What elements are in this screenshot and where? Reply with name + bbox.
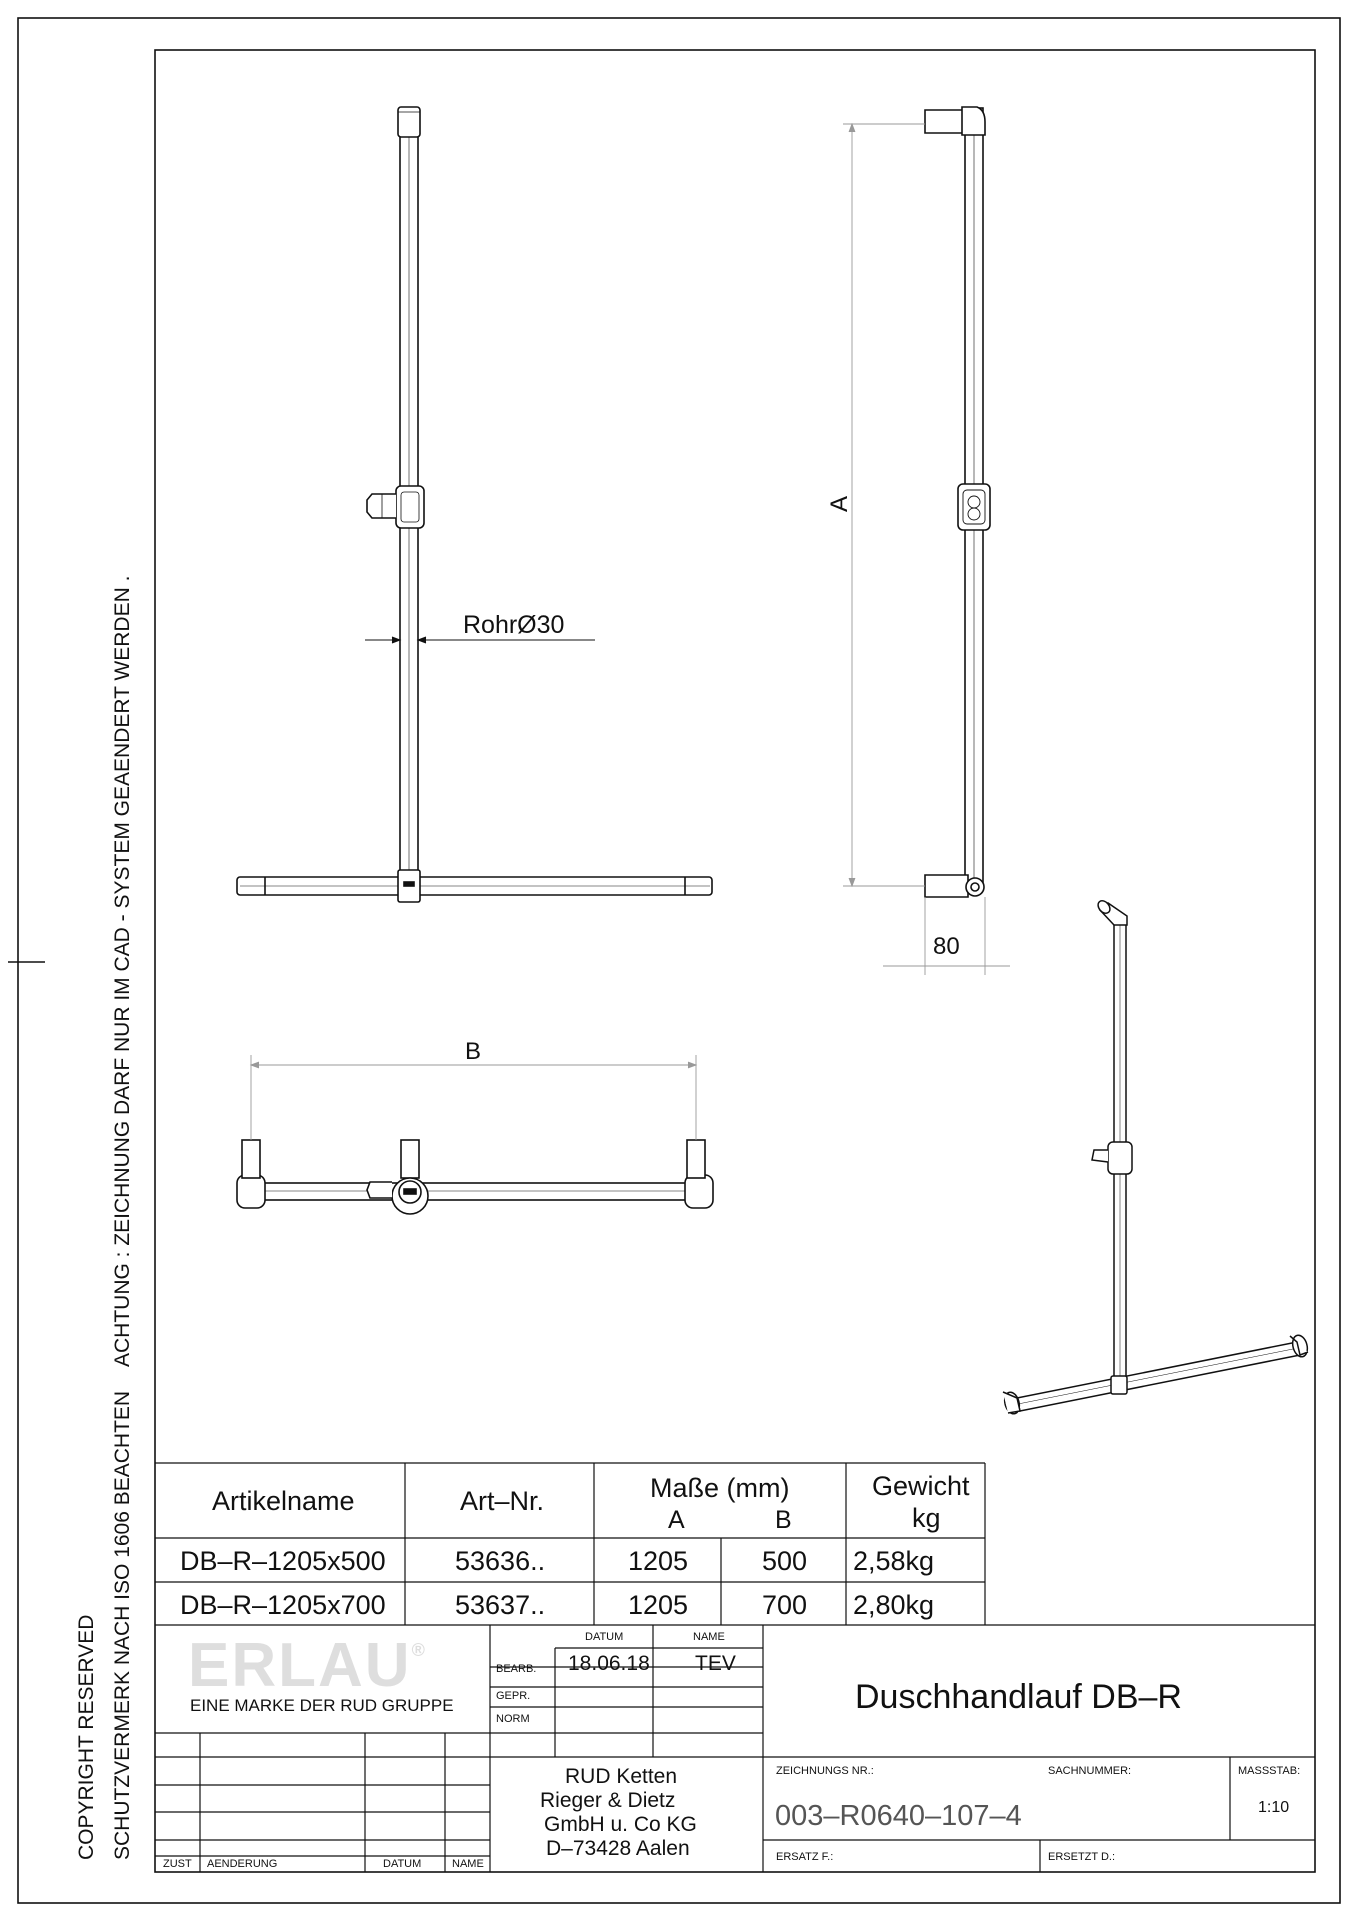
row-norm-label: NORM xyxy=(496,1713,530,1725)
rev-zust-label: ZUST xyxy=(163,1858,192,1870)
col-datum-label: DATUM xyxy=(585,1631,624,1643)
outer-border xyxy=(18,18,1340,1903)
sachnummer-label: SACHNUMMER: xyxy=(1048,1765,1132,1777)
header-art-nr: Art–Nr. xyxy=(460,1486,545,1516)
dimension-80-label: 80 xyxy=(933,933,960,960)
pipe-diameter-label: RohrØ30 xyxy=(463,611,565,639)
row-name: DB–R–1205x700 xyxy=(180,1590,386,1620)
company-line-1: RUD Ketten xyxy=(565,1765,678,1788)
row-b: 700 xyxy=(762,1590,808,1620)
massstab-label: MASSSTAB: xyxy=(1238,1765,1301,1777)
row-a: 1205 xyxy=(628,1590,689,1620)
erlau-logo: ERLAU® xyxy=(188,1631,427,1700)
dimension-a-label: A xyxy=(826,495,853,512)
company-line-3: GmbH u. Co KG xyxy=(544,1813,697,1836)
brand-line: EINE MARKE DER RUD GRUPPE xyxy=(190,1696,454,1715)
rev-aenderung-label: AENDERUNG xyxy=(207,1858,278,1870)
bearb-name: TEV xyxy=(695,1652,736,1675)
rev-datum-label: DATUM xyxy=(383,1858,422,1870)
col-name-label: NAME xyxy=(693,1631,725,1643)
ersatz-f-label: ERSATZ F.: xyxy=(776,1851,834,1863)
row-art-nr: 53637.. xyxy=(455,1590,546,1620)
side-view xyxy=(925,107,990,897)
bearb-date: 18.06.18 xyxy=(568,1652,650,1675)
front-view xyxy=(237,107,712,902)
row-bearb-label: BEARB. xyxy=(496,1663,537,1675)
row-name: DB–R–1205x500 xyxy=(180,1546,386,1576)
header-masse-b: B xyxy=(775,1506,792,1534)
header-masse: Maße (mm) xyxy=(650,1473,790,1503)
isometric-view xyxy=(1002,898,1309,1415)
iso-notice: SCHUTZVERMERK NACH ISO 1606 BEACHTEN xyxy=(111,1390,134,1860)
top-view xyxy=(237,1140,713,1214)
row-a: 1205 xyxy=(628,1546,689,1576)
ersetzt-d-label: ERSETZT D.: xyxy=(1048,1851,1116,1863)
row-weight: 2,58kg xyxy=(853,1546,935,1576)
company-line-4: D–73428 Aalen xyxy=(546,1837,690,1860)
rev-name-label: NAME xyxy=(452,1858,484,1870)
drawing-title: Duschhandlauf DB–R xyxy=(855,1678,1182,1716)
row-weight: 2,80kg xyxy=(853,1590,935,1620)
zeichnungs-nr: 003–R0640–107–4 xyxy=(775,1800,1022,1832)
header-gewicht-unit: kg xyxy=(912,1503,941,1533)
zeichnungs-nr-label: ZEICHNUNGS NR.: xyxy=(776,1765,874,1777)
copyright-note: COPYRIGHT RESERVED xyxy=(75,1614,98,1860)
dimension-b-label: B xyxy=(465,1038,482,1065)
row-gepr-label: GEPR. xyxy=(496,1690,531,1702)
row-b: 500 xyxy=(762,1546,808,1576)
header-gewicht: Gewicht xyxy=(872,1471,970,1501)
company-line-2: Rieger & Dietz xyxy=(540,1789,676,1812)
header-masse-a: A xyxy=(668,1506,685,1534)
massstab-value: 1:10 xyxy=(1258,1799,1290,1816)
header-artikelname: Artikelname xyxy=(212,1486,355,1516)
row-art-nr: 53636.. xyxy=(455,1546,546,1576)
cad-notice: ACHTUNG : ZEICHNUNG DARF NUR IM CAD - SYSTEM GEAENDERT WERDEN . xyxy=(111,575,134,1367)
